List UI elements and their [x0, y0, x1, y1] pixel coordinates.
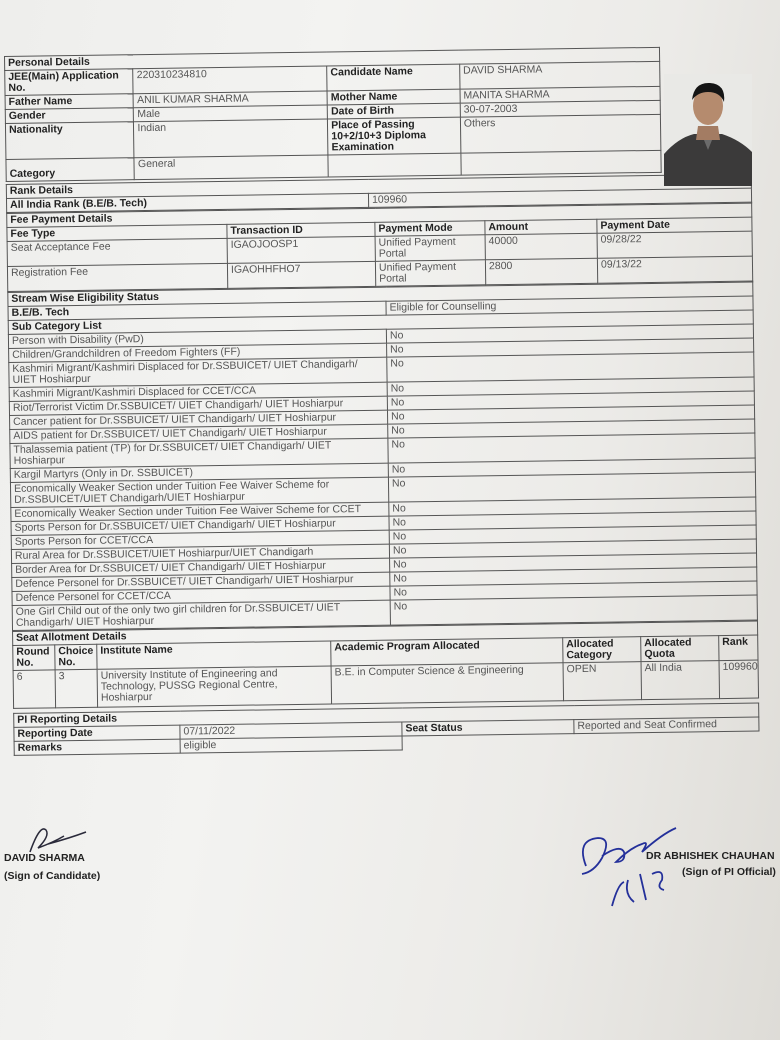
place-of-passing-value: Others	[460, 114, 661, 153]
subcategory-value: No	[390, 553, 757, 572]
candidate-name-sign: DAVID SHARMA	[4, 852, 85, 864]
seat-header: Allocated Category	[563, 637, 641, 663]
category-cell: OPEN	[563, 662, 642, 701]
subcategory-value: No	[388, 458, 755, 477]
candidate-name-value: DAVID SHARMA	[460, 61, 660, 89]
stream-heading: Stream Wise Eligibility Status	[8, 282, 753, 306]
stream-status: Eligible for Counselling	[386, 296, 753, 315]
air-value: 109960	[368, 188, 751, 207]
fee-type-cell: Registration Fee	[7, 263, 227, 291]
subcategory-name: Kargil Martyrs (Only in Dr. SSBUICET)	[10, 463, 388, 482]
subcategory-name: Border Area for Dr.SSBUICET/ UIET Chandigarh/ UIET Hoshiarpur	[12, 558, 390, 577]
subcategory-value: No	[388, 419, 755, 438]
reporting-date-label: Reporting Date	[14, 725, 180, 741]
subcategory-name: Economically Weaker Section under Tuition Fee Waiver Scheme for CCET	[11, 502, 389, 521]
round-no-cell: 6	[13, 670, 56, 709]
institute-cell: University Institute of Engineering and Technology, PUSSG Regional Centre, Hoshiarpur	[97, 666, 332, 707]
gender-value: Male	[134, 105, 328, 122]
seat-header: Choice No.	[55, 644, 97, 670]
seat-allotment-heading: Seat Allotment Details	[13, 621, 758, 645]
subcategory-name: Kashmiri Migrant/Kashmiri Displaced for CCET/CCA	[9, 382, 387, 401]
subcategory-name: Thalassemia patient (TP) for Dr.SSBUICET/ UIET Chandigarh/ UIET Hoshiarpur	[10, 438, 388, 468]
candidate-sign-caption: (Sign of Candidate)	[4, 870, 101, 882]
seat-status-label: Seat Status	[402, 720, 574, 736]
category-value: General	[134, 155, 328, 180]
quota-cell: All India	[641, 661, 720, 700]
seat-header: Allocated Quota	[641, 636, 719, 662]
subcategory-list	[8, 324, 757, 630]
subcategory-name: Riot/Terrorist Victim Dr.SSBUICET/ UIET Chandigarh/ UIET Hoshiarpur	[9, 396, 387, 415]
pi-reporting-table	[13, 703, 760, 756]
subcategory-value: No	[387, 338, 754, 357]
candidate-name-label: Candidate Name	[327, 64, 460, 91]
person-photo-icon	[664, 74, 752, 186]
air-label: All India Rank (B.E/B. Tech)	[6, 193, 368, 212]
program-cell: B.E. in Computer Science & Engineering	[331, 663, 564, 704]
seat-status-value: Reported and Seat Confirmed	[574, 717, 759, 734]
remarks-value: eligible	[180, 736, 402, 753]
subcategory-name: Kashmiri Migrant/Kashmiri Displaced for Dr.SSBUICET/ UIET Chandigarh/ UIET Hoshiarpur	[9, 357, 387, 387]
seat-header: Institute Name	[97, 641, 331, 669]
dob-label: Date of Birth	[327, 103, 460, 119]
subcategory-value: No	[387, 391, 754, 410]
subcategory-value: No	[389, 539, 756, 558]
subcategory-name: Defence Personel for CCET/CCA	[12, 586, 390, 605]
subcategory-value: No	[389, 497, 756, 516]
subcategory-name: Economically Weaker Section under Tuition Fee Waiver Scheme for Dr.SSBUICET/UIET Chandigarh/UIET Hoshiarpur	[10, 477, 388, 507]
seat-allotment-table	[12, 621, 759, 709]
father-name-value: ANIL KUMAR SHARMA	[134, 91, 328, 108]
rank-details-heading: Rank Details	[6, 174, 751, 198]
fee-payment-table	[6, 203, 753, 292]
payment-mode-cell: Unified Payment Portal	[375, 260, 485, 287]
payment-date-cell: 09/13/22	[597, 256, 752, 283]
subcategory-value: No	[390, 581, 757, 600]
subcategory-value: No	[387, 377, 754, 396]
dob-value: 30-07-2003	[460, 100, 660, 117]
subcategory-name: Rural Area for Dr.SSBUICET/UIET Hoshiarpur/UIET Chandigarh	[11, 544, 389, 563]
choice-no-cell: 3	[55, 669, 98, 708]
subcategory-name: Sports Person for Dr.SSBUICET/ UIET Chandigarh/ UIET Hoshiarpur	[11, 516, 389, 535]
official-sign-caption: (Sign of PI Official)	[682, 866, 776, 878]
candidate-photo	[664, 74, 752, 186]
fee-header: Amount	[485, 219, 597, 235]
fee-header: Payment Date	[597, 217, 752, 233]
empty-cell	[402, 734, 574, 750]
remarks-label: Remarks	[14, 739, 180, 755]
personal-details-table	[4, 47, 662, 182]
subcategory-name: Children/Grandchildren of Freedom Fighters (FF)	[9, 343, 387, 362]
application-no-value: 220310234810	[133, 66, 327, 94]
category-label: Category	[6, 158, 135, 182]
gender-label: Gender	[5, 108, 134, 124]
amount-cell: 40000	[485, 233, 597, 260]
eligibility-table	[7, 282, 758, 631]
subcategory-name: Sports Person for CCET/CCA	[11, 530, 389, 549]
subcategory-name: Cancer patient for Dr.SSBUICET/ UIET Chandigarh/ UIET Hoshiarpur	[10, 410, 388, 429]
nationality-value: Indian	[134, 119, 328, 158]
nationality-label: Nationality	[5, 122, 134, 160]
transaction-id-cell: IGAOHHFHO7	[227, 261, 375, 288]
subcategory-name: Person with Disability (PwD)	[8, 329, 386, 348]
payment-mode-cell: Unified Payment Portal	[375, 235, 485, 262]
subcategory-name: One Girl Child out of the only two girl children for Dr.SSBUICET/ UIET Chandigarh/ UIET Hoshiarpur	[12, 600, 390, 630]
personal-details-heading: Personal Details	[5, 47, 660, 70]
seat-header: Academic Program Allocated	[331, 638, 563, 666]
subcategory-value: No	[390, 595, 757, 625]
empty-cell	[461, 150, 661, 175]
father-name-label: Father Name	[5, 94, 134, 110]
subcategory-value: No	[387, 352, 754, 382]
empty-cell	[328, 153, 461, 177]
subcategory-value: No	[387, 405, 754, 424]
rank-cell: 109960	[719, 660, 759, 699]
official-signature-icon	[572, 822, 684, 914]
mother-name-value: MANITA SHARMA	[460, 86, 660, 103]
counselling-form	[4, 46, 760, 756]
subcategory-value: No	[388, 433, 755, 463]
stream-name: B.E/B. Tech	[8, 301, 386, 320]
subcategory-value: No	[389, 511, 756, 530]
fee-payment-heading: Fee Payment Details	[7, 203, 752, 227]
subcategory-heading: Sub Category List	[8, 310, 753, 334]
mother-name-label: Mother Name	[327, 89, 460, 105]
reporting-date-value: 07/11/2022	[180, 722, 402, 739]
empty-cell	[574, 731, 759, 748]
subcategory-name: AIDS patient for Dr.SSBUICET/ UIET Chandigarh/ UIET Hoshiarpur	[10, 424, 388, 443]
fee-header: Payment Mode	[375, 221, 485, 237]
official-name-sign: DR ABHISHEK CHAUHAN	[646, 850, 775, 862]
place-of-passing-label: Place of Passing 10+2/10+3 Diploma Examination	[328, 117, 461, 155]
payment-date-cell: 09/28/22	[597, 231, 752, 258]
seat-header: Round No.	[13, 645, 55, 671]
amount-cell: 2800	[485, 258, 597, 285]
subcategory-name: Defence Personel for Dr.SSBUICET/ UIET Chandigarh/ UIET Hoshiarpur	[12, 572, 390, 591]
pi-heading: PI Reporting Details	[14, 703, 759, 727]
transaction-id-cell: IGAOJOOSP1	[227, 236, 375, 263]
subcategory-value: No	[388, 472, 755, 502]
fee-type-cell: Seat Acceptance Fee	[7, 238, 227, 266]
subcategory-value: No	[386, 324, 753, 343]
subcategory-value: No	[389, 525, 756, 544]
fee-header: Fee Type	[7, 224, 227, 241]
fee-header: Transaction ID	[227, 222, 375, 238]
subcategory-value: No	[390, 567, 757, 586]
seat-header: Rank	[719, 635, 758, 661]
application-no-label: JEE(Main) Application No.	[5, 69, 134, 96]
